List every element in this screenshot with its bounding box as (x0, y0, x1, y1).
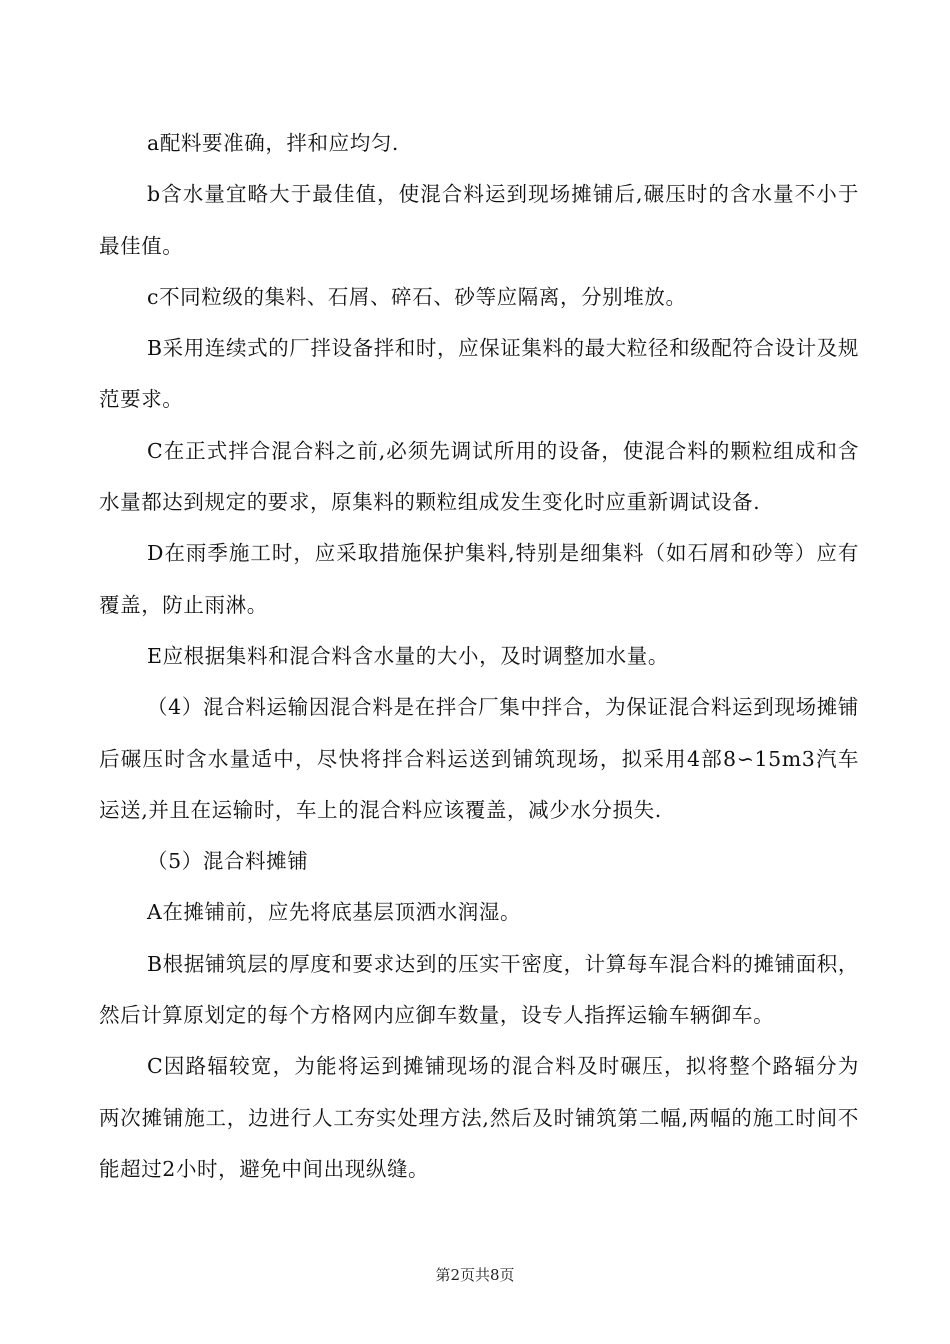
paragraph-equipment-calibration: C在正式拌合混合料之前,必须先调试所用的设备，使混合料的颗粒组成和含水量都达到规定的要求，原集料的颗粒组成发生变化时应重新调试设备. (99, 438, 859, 515)
paragraph-continuous-mixing: B采用连续式的厂拌设备拌和时，应保证集料的最大粒径和级配符合设计及规范要求。 (99, 336, 859, 412)
paragraph-aggregate-storage: c不同粒级的集料、石屑、碎石、砂等应隔离，分别堆放。 (147, 284, 687, 309)
paragraph-two-pass-paving: C因路辐较宽，为能将运到摊铺现场的混合料及时碾压，拟将整个路辐分为两次摊铺施工，边进行人工夯实处理方法,然后及时铺筑第二幅,两幅的施工时间不能超过2小时，避免中间出现纵缝。 (99, 1054, 859, 1181)
section-heading-paving: （5）混合料摊铺 (147, 849, 309, 874)
paragraph-mix-accuracy: a配料要准确，拌和应均匀. (147, 131, 400, 155)
paragraph-rainy-season: D在雨季施工时，应采取措施保护集料,特别是细集料（如石屑和砂等）应有覆盖，防止雨淋。 (99, 541, 859, 617)
paragraph-paving-area: B根据铺筑层的厚度和要求达到的压实干密度，计算每车混合料的摊铺面积，然后计算原划定的每个方格网内应御车数量，设专人指挥运输车辆御车。 (99, 951, 859, 1028)
page-number-footer: 第2页共8页 (435, 1266, 515, 1284)
paragraph-water-adjustment: E应根据集料和混合料含水量的大小，及时调整加水量。 (147, 643, 669, 668)
paragraph-pre-paving-wetting: A在摊铺前，应先将底基层顶洒水润湿。 (147, 900, 522, 925)
document-body (99, 118, 859, 1195)
paragraph-water-content: b含水量宜略大于最佳值，使混合料运到现场摊铺后,碾压时的含水量不小于最佳值。 (99, 182, 859, 258)
paragraph-mix-transport: （4）混合料运输因混合料是在拌合厂集中拌合，为保证混合料运到现场摊铺后碾压时含水量适中，尽快将拌合料运送到铺筑现场，拟采用4部8∽15m3汽车运送,并且在运输时，车上的混合料应该覆盖，减少水分损失. (99, 695, 859, 822)
